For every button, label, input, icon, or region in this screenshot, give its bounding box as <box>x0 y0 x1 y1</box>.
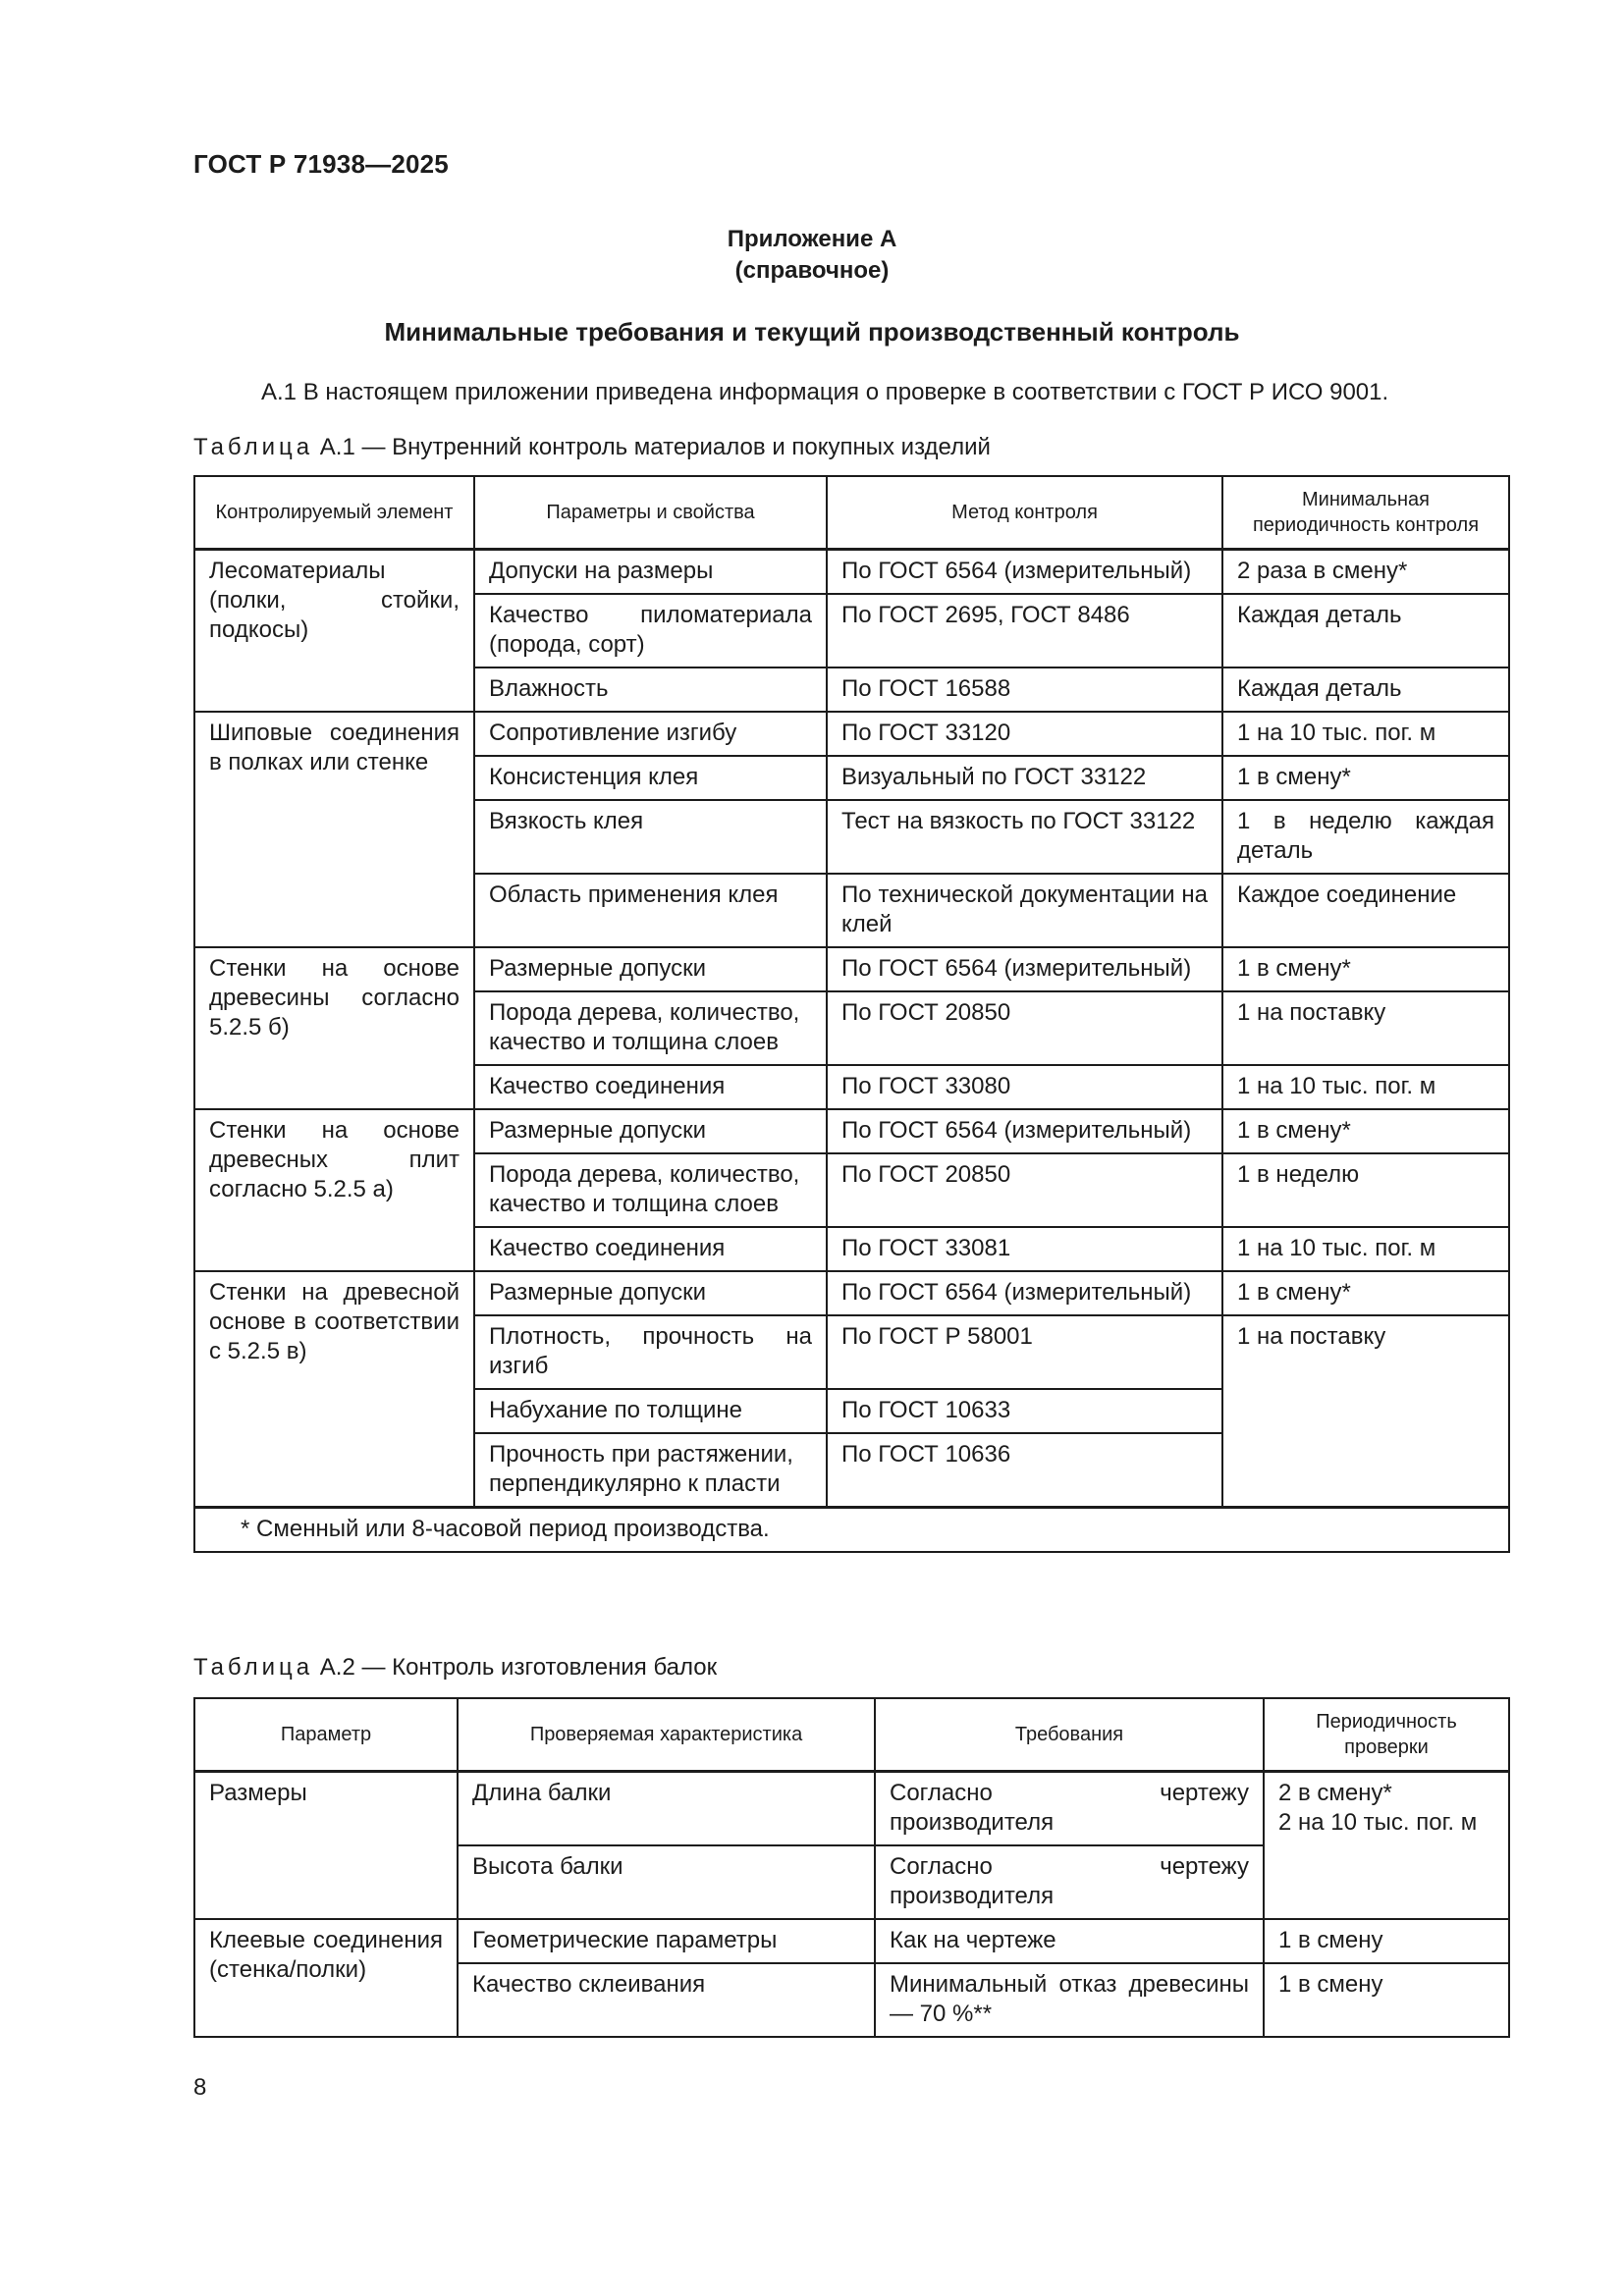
param-cell: Качество пиломатериала (порода, сорт) <box>474 594 827 667</box>
param-cell: Прочность при растяжении, перпендикулярно к пласти <box>474 1433 827 1508</box>
element-cell: Стенки на основе древесины согласно 5.2.5 б) <box>194 947 474 1109</box>
annex-heading <box>0 224 1624 287</box>
caption-text: А.1 — Внутренний контроль материалов и покупных изделий <box>313 434 991 460</box>
table-footnote-row <box>194 1507 1509 1552</box>
annex-title: Приложение А <box>727 226 897 252</box>
method-cell: По ГОСТ 6564 (измерительный) <box>827 1271 1222 1315</box>
param-cell: Порода дерева, количество, качество и толщина слоев <box>474 991 827 1065</box>
method-cell: По ГОСТ 6564 (измерительный) <box>827 549 1222 594</box>
table-header-row <box>194 1698 1509 1771</box>
param-cell: Качество соединения <box>474 1065 827 1109</box>
param-cell: Плотность, прочность на изгиб <box>474 1315 827 1389</box>
freq-cell: 1 в смену* <box>1222 947 1509 991</box>
table-row <box>194 1109 1509 1153</box>
element-cell: Лесоматериалы (полки, стойки, подкосы) <box>194 549 474 712</box>
method-cell: По ГОСТ 33081 <box>827 1227 1222 1271</box>
freq-cell: 1 в смену <box>1264 1919 1509 1963</box>
characteristic-cell: Высота балки <box>458 1845 875 1919</box>
method-cell: По ГОСТ 16588 <box>827 667 1222 712</box>
freq-cell: 1 на поставку <box>1222 1315 1509 1508</box>
method-cell: По ГОСТ Р 58001 <box>827 1315 1222 1389</box>
method-cell: По ГОСТ 20850 <box>827 991 1222 1065</box>
freq-cell: 2 раза в смену* <box>1222 549 1509 594</box>
characteristic-cell: Качество склеивания <box>458 1963 875 2037</box>
freq-cell: Каждое соединение <box>1222 874 1509 947</box>
table-row <box>194 1271 1509 1315</box>
requirement-cell: Согласно чертежу производителя <box>875 1845 1264 1919</box>
param-cell: Порода дерева, количество, качество и толщина слоев <box>474 1153 827 1227</box>
freq-cell: 1 на поставку <box>1222 991 1509 1065</box>
freq-cell: Каждая деталь <box>1222 594 1509 667</box>
method-cell: По ГОСТ 10633 <box>827 1389 1222 1433</box>
param-cell: Клеевые соединения (стенка/полки) <box>194 1919 458 2037</box>
characteristic-cell: Геометрические параметры <box>458 1919 875 1963</box>
freq-cell: 1 на 10 тыс. пог. м <box>1222 1227 1509 1271</box>
header-cell: Требования <box>875 1698 1264 1771</box>
freq-cell <box>1264 1771 1509 1919</box>
table-footnote: * Сменный или 8-часовой период производства. <box>194 1507 1509 1552</box>
table-row <box>194 1771 1509 1845</box>
param-cell: Размерные допуски <box>474 947 827 991</box>
param-cell: Качество соединения <box>474 1227 827 1271</box>
param-cell: Вязкость клея <box>474 800 827 874</box>
header-cell: Метод контроля <box>827 476 1222 549</box>
element-cell: Шиповые соединения в полках или стенке <box>194 712 474 947</box>
caption-word: Таблица <box>193 1654 314 1681</box>
table-row <box>194 549 1509 594</box>
method-cell: По ГОСТ 6564 (измерительный) <box>827 947 1222 991</box>
freq-cell: 1 на 10 тыс. пог. м <box>1222 712 1509 756</box>
element-cell: Стенки на древесной основе в соответствии с 5.2.5 в) <box>194 1271 474 1508</box>
method-cell: По ГОСТ 33080 <box>827 1065 1222 1109</box>
page-number: 8 <box>193 2074 207 2101</box>
freq-cell: Каждая деталь <box>1222 667 1509 712</box>
header-cell: Контролируемый элемент <box>194 476 474 549</box>
param-cell: Набухание по толщине <box>474 1389 827 1433</box>
freq-cell: 1 в неделю <box>1222 1153 1509 1227</box>
param-cell: Консистенция клея <box>474 756 827 800</box>
freq-cell: 1 в смену <box>1264 1963 1509 2037</box>
freq-cell: 1 в смену* <box>1222 756 1509 800</box>
header-cell: Проверяемая характеристика <box>458 1698 875 1771</box>
section-title: Минимальные требования и текущий производственный контроль <box>384 317 1240 347</box>
method-cell: По ГОСТ 20850 <box>827 1153 1222 1227</box>
table-row <box>194 712 1509 756</box>
header-cell: Параметры и свойства <box>474 476 827 549</box>
param-cell: Влажность <box>474 667 827 712</box>
document-id: ГОСТ Р 71938—2025 <box>193 149 449 179</box>
header-cell: Параметр <box>194 1698 458 1771</box>
annex-subtitle: (справочное) <box>734 257 890 284</box>
param-cell: Допуски на размеры <box>474 549 827 594</box>
method-cell: По ГОСТ 2695, ГОСТ 8486 <box>827 594 1222 667</box>
freq-cell: 1 в смену* <box>1222 1109 1509 1153</box>
paragraph-a1: А.1 В настоящем приложении приведена информация о проверке в соответствии с ГОСТ Р ИСО 9001. <box>261 379 1389 405</box>
table-row <box>194 947 1509 991</box>
characteristic-cell: Длина балки <box>458 1771 875 1845</box>
freq-cell: 1 на 10 тыс. пог. м <box>1222 1065 1509 1109</box>
param-cell: Сопротивление изгибу <box>474 712 827 756</box>
caption-word: Таблица <box>193 434 314 460</box>
freq-line: 2 на 10 тыс. пог. м <box>1278 1808 1478 1836</box>
method-cell: По технической документации на клей <box>827 874 1222 947</box>
caption-text: А.2 — Контроль изготовления балок <box>313 1654 718 1681</box>
element-cell: Стенки на основе древесных плит согласно 5.2.5 а) <box>194 1109 474 1271</box>
param-cell: Размерные допуски <box>474 1271 827 1315</box>
header-cell: Периодичность проверки <box>1264 1698 1509 1771</box>
method-cell: По ГОСТ 6564 (измерительный) <box>827 1109 1222 1153</box>
freq-line: 2 в смену* <box>1278 1779 1392 1806</box>
table-a2 <box>193 1697 1510 2038</box>
table-a1 <box>193 475 1510 1553</box>
header-cell: Минимальная периодичность контроля <box>1222 476 1509 549</box>
freq-cell: 1 в смену* <box>1222 1271 1509 1315</box>
table1-caption <box>193 434 991 461</box>
method-cell: По ГОСТ 33120 <box>827 712 1222 756</box>
requirement-cell: Как на чертеже <box>875 1919 1264 1963</box>
freq-cell: 1 в неделю каждая деталь <box>1222 800 1509 874</box>
param-cell: Размеры <box>194 1771 458 1919</box>
param-cell: Размерные допуски <box>474 1109 827 1153</box>
param-cell: Область применения клея <box>474 874 827 947</box>
method-cell: Тест на вязкость по ГОСТ 33122 <box>827 800 1222 874</box>
table2-caption <box>193 1654 717 1682</box>
table-header-row <box>194 476 1509 549</box>
table-row <box>194 1919 1509 1963</box>
requirement-cell: Согласно чертежу производителя <box>875 1771 1264 1845</box>
method-cell: По ГОСТ 10636 <box>827 1433 1222 1508</box>
method-cell: Визуальный по ГОСТ 33122 <box>827 756 1222 800</box>
requirement-cell: Минимальный отказ древесины — 70 %** <box>875 1963 1264 2037</box>
